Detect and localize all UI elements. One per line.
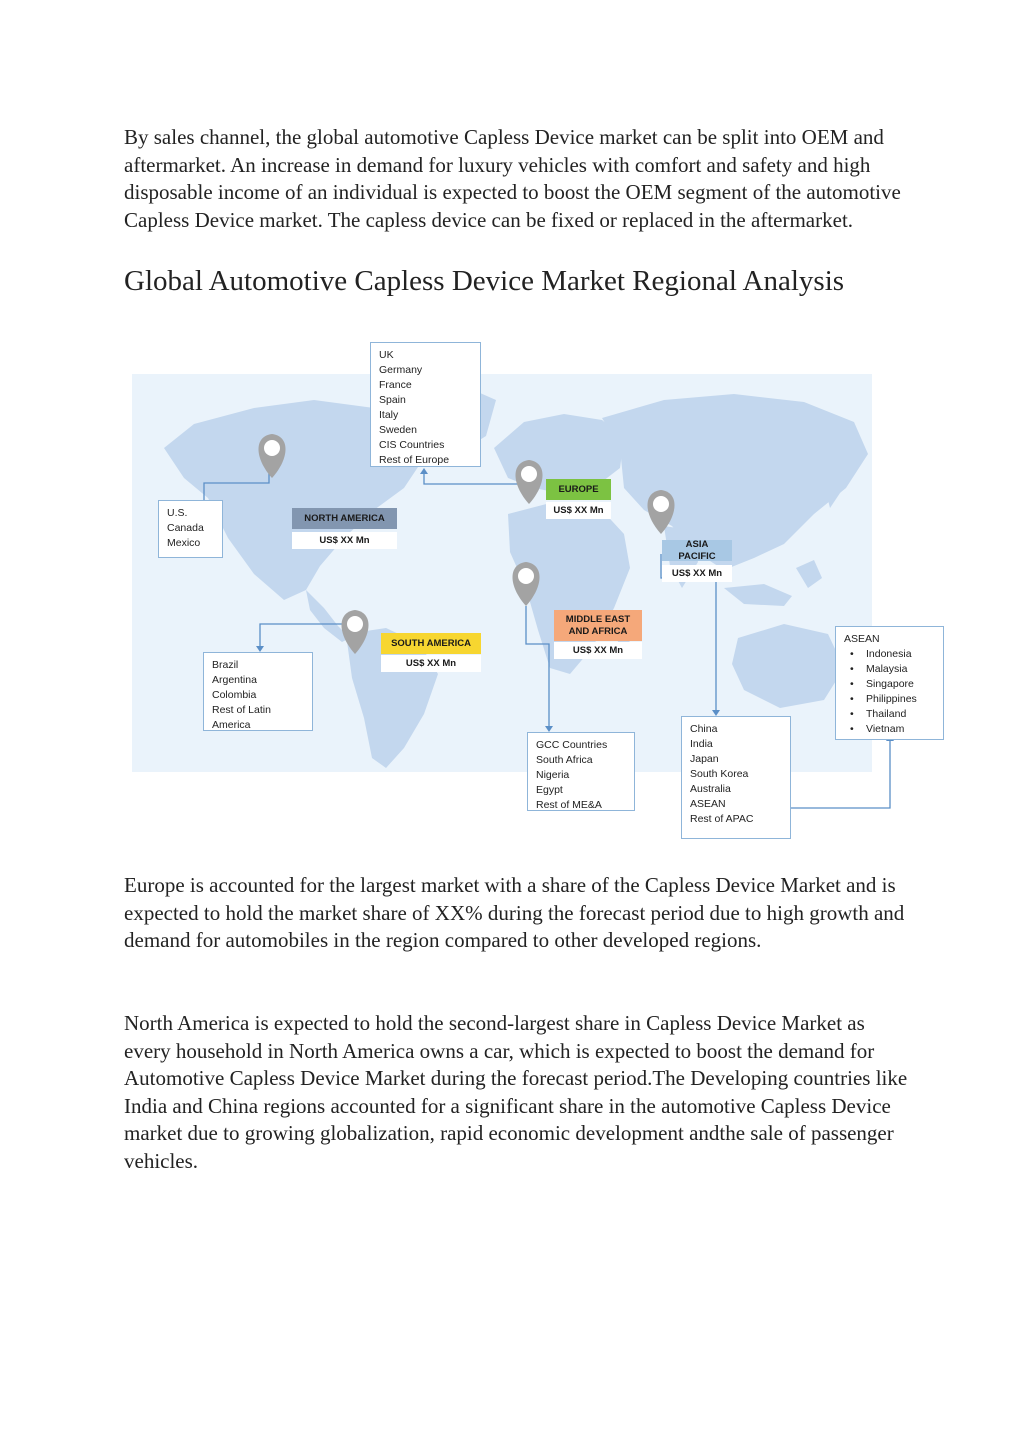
country-item: Japan — [690, 753, 719, 765]
asia-pacific-country-list — [681, 716, 791, 839]
country-item: Colombia — [212, 689, 257, 701]
country-item: Brazil — [212, 659, 239, 671]
country-item: America — [212, 719, 251, 731]
country-item: Argentina — [212, 674, 257, 686]
country-item: South Korea — [690, 768, 749, 780]
country-item: Nigeria — [536, 769, 570, 781]
country-item: South Africa — [536, 754, 593, 766]
country-item: UK — [379, 349, 394, 361]
country-item: • Indonesia — [850, 647, 935, 662]
asean-title: ASEAN — [844, 633, 880, 645]
country-item: Germany — [379, 364, 423, 376]
north-america-label: NORTH AMERICA — [292, 508, 397, 529]
country-item: Spain — [379, 394, 406, 406]
country-item: • Malaysia — [850, 662, 935, 677]
country-item: Mexico — [167, 537, 201, 549]
middle-east-africa-value: US$ XX Mn — [554, 642, 642, 659]
europe-paragraph: Europe is accounted for the largest market with a share of the Capless Device Market and is expected to hold the market share of XX% during the forecast period due to high growth and demand for automobiles in the region compared to other developed regions. — [124, 873, 905, 953]
north-america-country-list — [158, 500, 223, 558]
europe-countries — [379, 348, 472, 468]
country-item: France — [379, 379, 412, 391]
asia-pacific-label: ASIA PACIFIC — [662, 540, 732, 561]
south-america-country-list — [203, 652, 313, 731]
country-item: U.S. — [167, 507, 188, 519]
europe-country-list — [370, 342, 481, 467]
country-item: CIS Countries — [379, 439, 445, 451]
south-america-value: US$ XX Mn — [381, 655, 481, 672]
asia-pacific-value: US$ XX Mn — [662, 565, 732, 582]
europe-value: US$ XX Mn — [546, 502, 611, 519]
south-america-label: SOUTH AMERICA — [381, 633, 481, 654]
country-item: • Thailand — [850, 707, 935, 722]
country-item: • Vietnam — [850, 722, 935, 737]
regional-analysis-infographic — [124, 338, 946, 840]
country-item: Rest of Europe — [379, 454, 450, 466]
country-item: Rest of Latin — [212, 704, 271, 716]
middle-east-africa-label: MIDDLE EAST AND AFRICA — [554, 610, 642, 641]
country-item: ASEAN — [690, 798, 726, 810]
country-item: India — [690, 738, 713, 750]
country-item: Canada — [167, 522, 204, 534]
north-america-value: US$ XX Mn — [292, 532, 397, 549]
country-item: Australia — [690, 783, 731, 795]
country-item: Sweden — [379, 424, 417, 436]
middle-east-africa-country-list — [527, 732, 635, 811]
country-item: China — [690, 723, 718, 735]
intro-paragraph: By sales channel, the global automotive Capless Device market can be split into OEM and aftermarket. An increase in demand for luxury vehicles with comfort and safety and high disposable income of an individual is expected to boost the OEM segment of the automotive Capless Device market. The capless device can be fixed or replaced in the aftermarket. — [124, 125, 901, 232]
country-item: Italy — [379, 409, 399, 421]
section-heading: Global Automotive Capless Device Market Regional Analysis — [124, 265, 845, 297]
country-item: • Philippines — [850, 692, 935, 707]
country-item: GCC Countries — [536, 739, 608, 751]
country-item: Rest of ME&A — [536, 799, 602, 811]
country-item: • Singapore — [850, 677, 935, 692]
europe-label: EUROPE — [546, 479, 611, 500]
country-item: Egypt — [536, 784, 563, 796]
north-america-paragraph: North America is expected to hold the second-largest share in Capless Device Market as every household in North America owns a car, which is expected to boost the demand for Automotive Capless Device Market during the forecast period.The Developing countries like India and China regions accounted for a significant share in the automotive Capless Device market due to growing globalization, rapid economic development andthe sale of passenger vehicles. — [124, 1011, 908, 1173]
country-item: Rest of APAC — [690, 813, 754, 825]
asean-country-list — [835, 626, 944, 740]
